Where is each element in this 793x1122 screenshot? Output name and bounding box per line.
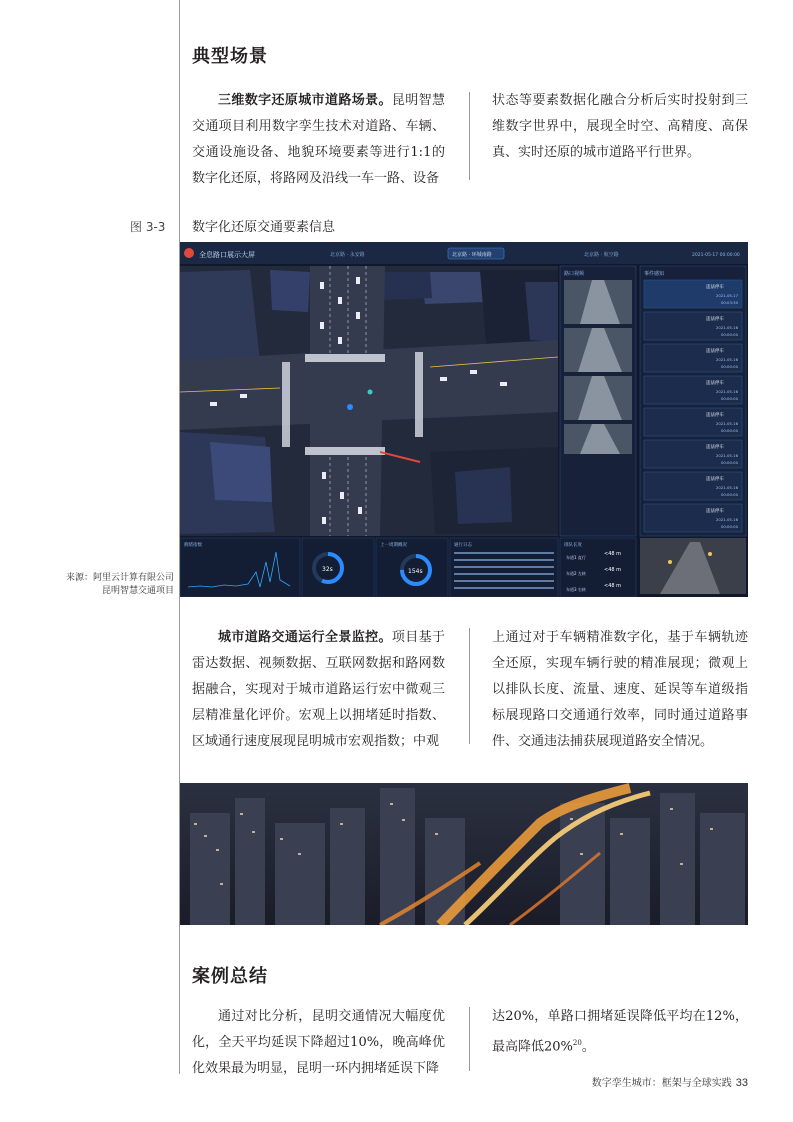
dash-event-type: 违法停车	[706, 413, 724, 418]
para1-left-text: 昆明智慧交通项目利用数字孪生技术对道路、车辆、交通设施设备、地貌环境要素等进行1:1的数字化还原，将路网及沿线一车一路、设备	[192, 93, 445, 186]
dash-nav-3: 北京路 · 航空路	[584, 252, 619, 258]
dash-event-type: 违法停车	[706, 509, 724, 514]
city-night-photo	[180, 783, 748, 925]
dash-queue-value-3: <48 m	[604, 583, 622, 589]
para2-left-text: 项目基于雷达数据、视频数据、互联网数据和路网数据融合，实现对于城市道路运行宏中微观三层精准量化评价。宏观上以拥堵延时指数、区域通行速度展现昆明城市宏观指数；中观	[192, 630, 445, 749]
dash-queue-value-2: <48 m	[604, 567, 622, 573]
dash-event-time: 00:03:30	[720, 300, 738, 305]
dash-event-time: 00:00:00	[720, 364, 738, 369]
para1-left	[192, 88, 445, 192]
dash-gauge-2-value: 154s	[408, 568, 423, 575]
para3-right-end: 。	[581, 1039, 595, 1055]
footer-book-title: 数字孪生城市：框架与全球实践	[591, 1078, 732, 1089]
dash-event-date: 2021-05-17	[715, 293, 738, 298]
para3-right-text: 达20%，单路口拥堵延误降低平均在12%，最高降低20%	[492, 1009, 748, 1055]
column-divider	[469, 628, 470, 744]
page-number: 33	[735, 1077, 748, 1089]
column-divider	[469, 1007, 470, 1071]
dash-event-panel-title: 事件感知	[644, 271, 665, 277]
dash-event-type: 违法停车	[706, 381, 724, 386]
dash-nav-2: 北京路 · 环城南路	[452, 252, 492, 258]
dash-congestion-title: 拥堵指数	[184, 543, 202, 548]
dash-event-time: 00:00:00	[720, 524, 738, 529]
figure-title: 数字化还原交通要素信息	[192, 220, 336, 235]
footnote-ref: 20	[572, 1039, 582, 1047]
para2-lead: 城市道路交通运行全景监控。	[218, 630, 392, 645]
para3-right	[492, 1004, 748, 1060]
dash-event-date: 2021-05-16	[715, 485, 738, 490]
para1-lead: 三维数字还原城市道路场景。	[218, 93, 392, 108]
dash-event-type: 违法停车	[706, 349, 724, 354]
dash-event-type: 违法停车	[706, 477, 724, 482]
section-heading-typical-scenario: 典型场景	[192, 46, 268, 67]
dashboard-graphic	[180, 242, 748, 597]
police-emblem-icon	[184, 248, 194, 258]
dash-event-time: 00:00:00	[720, 492, 738, 497]
section-heading-case-summary: 案例总结	[192, 966, 268, 987]
dash-event-date: 2021-05-16	[715, 453, 738, 458]
dash-queue-title: 排队长度	[564, 543, 582, 548]
dash-event-type: 违法停车	[706, 445, 724, 450]
dash-event-date: 2021-05-16	[715, 389, 738, 394]
dash-event-date: 2021-05-16	[715, 421, 738, 426]
dash-event-date: 2021-05-16	[715, 517, 738, 522]
dash-event-time: 00:00:00	[720, 396, 738, 401]
dash-queue-label-1: 车道1 直行	[566, 555, 586, 560]
dash-queue-value-1: <48 m	[604, 551, 622, 557]
dash-event-date: 2021-05-16	[715, 325, 738, 330]
para2-right: 上通过对于车辆精准数字化，基于车辆轨迹全还原，实现车辆行驶的精准展现；微观上以排队长度、流量、速度、延误等车道级指标展现路口交通通行效率，同时通过道路事件、交通违法捕获展现道路安全情况。	[492, 630, 748, 749]
para2-left	[192, 625, 445, 755]
dash-event-type: 违法停车	[706, 285, 724, 290]
dash-event-time: 00:00:00	[720, 332, 738, 337]
dash-queue-label-2: 车道2 左转	[566, 571, 586, 576]
dash-event-time: 00:00:00	[720, 460, 738, 465]
dash-log-title: 通行日志	[454, 543, 472, 548]
column-divider	[469, 92, 470, 180]
para1-right: 状态等要素数据化融合分析后实时投射到三维数字世界中，展现全时空、高精度、高保真、实时还原的城市道路平行世界。	[492, 93, 748, 160]
dash-event-time: 00:00:00	[720, 428, 738, 433]
dash-app-title: 全息路口展示大屏	[199, 251, 255, 259]
dash-event-type: 违法停车	[706, 317, 724, 322]
dash-camera-panel-title: 路口视频	[564, 271, 585, 277]
figure-label: 图 3-3	[130, 220, 166, 234]
page-footer	[540, 1074, 748, 1089]
dash-datetime: 2021-05-17 00:00:00	[692, 253, 740, 258]
dash-nav-1: 北京路 · 永安路	[330, 252, 365, 258]
dash-queue-label-3: 车道3 右转	[566, 587, 586, 592]
para3-left: 通过对比分析，昆明交通情况大幅度优化，全天平均延误下降超过10%，晚高峰优化效果最为明显，昆明一环内拥堵延误下降	[192, 1009, 445, 1076]
dash-event-date: 2021-05-16	[715, 357, 738, 362]
figure-source: 来源：阿里云计算有限公司昆明智慧交通项目	[65, 573, 174, 596]
traffic-dashboard-screenshot	[180, 242, 748, 597]
dash-cycle-title: 上一周期概况	[380, 543, 407, 548]
dash-gauge-1-value: 32s	[322, 566, 333, 573]
